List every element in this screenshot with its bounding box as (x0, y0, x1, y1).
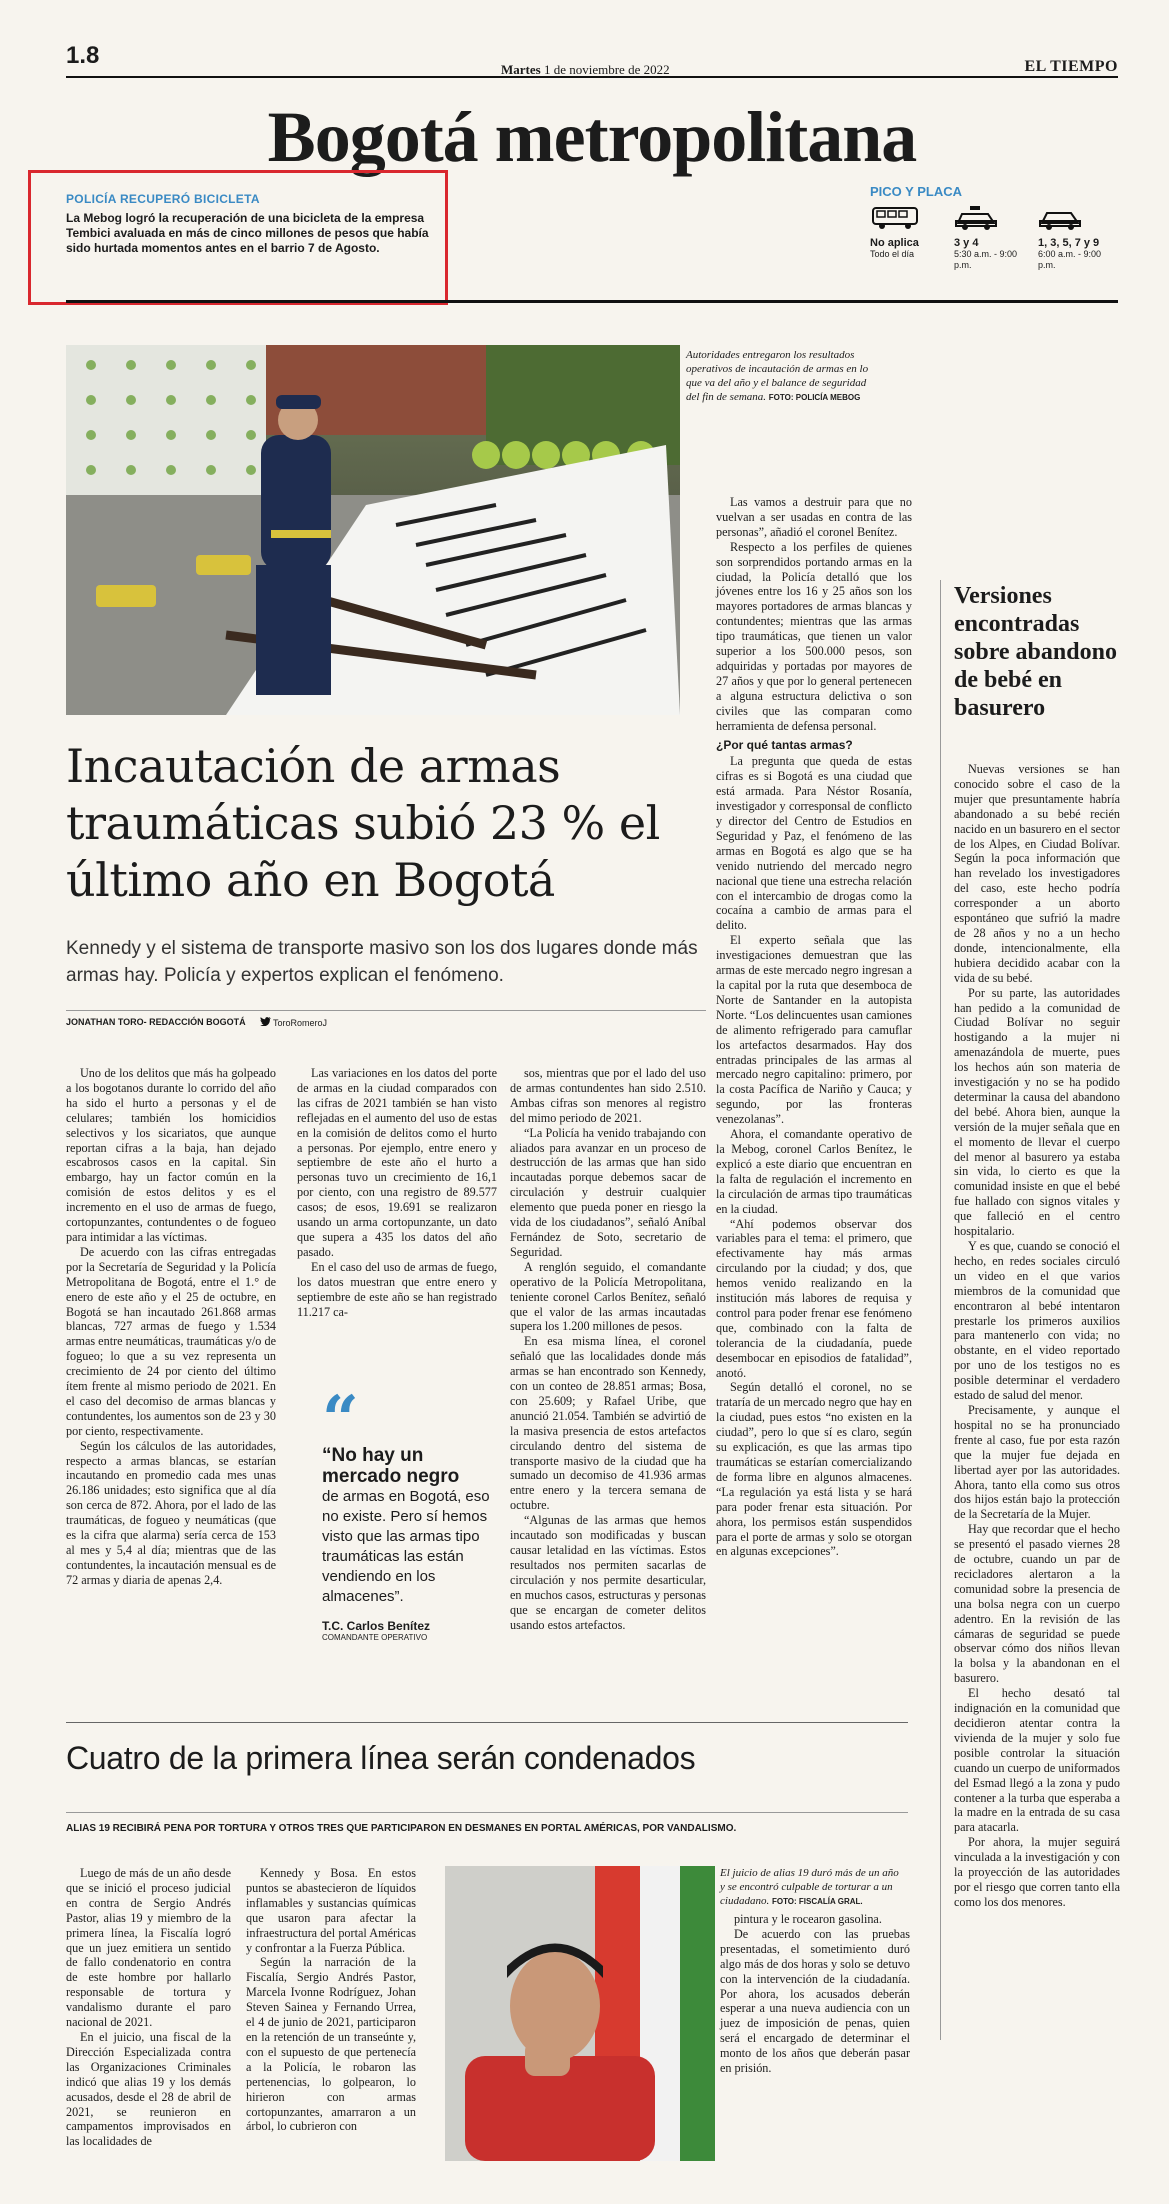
article-column-1: Uno de los delitos que más ha golpeado a los bogotanos durante lo corrido del año ha sido el hurto a personas y el de celulares; también los homicidios selectivos y los sicariatos, que aunque reportan cifras a la baja, han dejado escabrosos casos en la capital. Sin embargo, hay un factor común en la comisión de estos delitos y es el incremento en el uso de armas de fuego, cortopunzantes, contundentes o de fogueo para intimidar a las víctimas. De acuerdo con las cifras entregadas por la Secretaría de Seguridad y la Policía Metropolitana de Bogotá, entre el 1.° de enero de este año y el 25 de octubre, en Bogotá se han incautado 261.868 armas blancas, 727 armas de fuego y 1.534 armas entre neumáticas, traumáticas y/o de fogueo; lo que a su vez representa un crecimiento de 24 por ciento del último ítem frente al mismo periodo de 2021. En el caso del decomiso de armas blancas y contundentes, los aumentos son de 23 y 30 por ciento, respectivamente. Según los cálculos de las autoridades, respecto a armas blancas, se estarían incautando en promedio cada mes unas 26.186 unidades; esto significa que al día son cerca de 872. Ahora, por el lado de las traumáticas, de fogueo y neumáticas (que es la cifra que alarma) sería cerca de 153 al mes y 5,4 al día; mientras que de las contundentes, la incautación mensual es de 72 armas y diaria de apenas 2,4. (66, 1066, 276, 1587)
second-headline: Cuatro de la primera línea serán condenados (66, 1740, 696, 1776)
bus-icon (870, 205, 922, 231)
issue-date: Martes 1 de noviembre de 2022 (501, 62, 670, 77)
pico-y-placa-title: PICO Y PLACA (870, 184, 962, 199)
section-rule (66, 300, 1118, 303)
article-column-3: sos, mientras que por el lado del uso de armas contundentes han sido 2.510. Ambas cifras son menores al registro del mimo periodo de 2021. “La Policía ha venido trabajando con aliados para avanzar en un proceso de destrucción de las armas que han sido incautadas porque debemos sacar de circulación y destruir cualquier elemento que pueda poner en riesgo la vida de los ciudadanos”, señaló Aníbal Fernández de Soto, secretario de Seguridad. A renglón seguido, el comandante operativo de la Policía Metropolitana, teniente coronel Carlos Benítez, señaló que el valor de las armas incautadas supera los 1.200 millones de pesos. En esa misma línea, el coronel señaló que las localidades donde más armas se han encontrado son Kennedy, con un conteo de 28.851 armas; Bosa, con 25.609; y Rafael Uribe, que anunció 21.054. También se advirtió de la masiva presencia de estos artefactos circulando dentro del sistema de transporte masivo de la ciudad que ha sumado un decomiso de 41.936 armas entre enero y la tercera semana de octubre. “Algunas de las armas que hemos incautado son modificadas y buscan causar letalidad en las víctimas. Estos resultados nos permiten sacarlas de circulación y nos permite desarticular, en muchos casos, estructuras y personas que se encargan de cometer delitos usando estos artefactos. (510, 1066, 706, 1632)
header-rule (66, 76, 1118, 78)
page-number: 1.8 (66, 42, 100, 69)
byline (66, 1010, 706, 1028)
second-column-2: Kennedy y Bosa. En estos puntos se abastecieron de líquidos inflamables y sustancias químicas que usaron para afectar la infraestructura del portal Américas y confrontar a la Fuerza Pública. Según la narración de la Fiscalía, Sergio Andrés Pastor, Marcela Ivonne Rodríguez, Johan Steven Sainea y Fernando Urrea, el 4 de junio de 2021, participaron en la retención de un transeúnte y, con el supuesto de que pertenecía a la Policía, le robaron las pertenencias, lo golpearon, lo hirieron con armas cortopunzantes, amarraron a un árbol, lo cubrieron con (246, 1866, 416, 2134)
article-divider (66, 1722, 908, 1723)
quote-author: T.C. Carlos Benítez (322, 1619, 431, 1633)
article-headline: Incautación de armas traumáticas subió 23 % el último año en Bogotá (66, 739, 660, 907)
section-title: Bogotá metropolitana (267, 97, 917, 177)
second-kicker: ALIAS 19 RECIBIRÁ PENA POR TORTURA Y OTROS TRES QUE PARTICIPARON EN DESMANES EN PORTAL AMÉRICAS, POR VANDALISMO. (66, 1812, 908, 1834)
photo-caption: Autoridades entregaron los resultados operativos de incautación de armas en lo que va del año y el balance de seguridad del fin de semana. FOTO: POLICÍA MEBOG (686, 349, 869, 403)
pyp-car: 1, 3, 5, 7 y 9 6:00 a.m. - 9:00 p.m. (1038, 205, 1118, 271)
second-photo-caption: El juicio de alias 19 duró más de un año y se encontró culpable de torturar a un ciudadano. FOTO: FISCALÍA GRAL. (720, 1867, 899, 1907)
quote-role: COMANDANTE OPERATIVO (322, 1633, 428, 1642)
second-column-3: pintura y le rocearon gasolina. De acuerdo con las pruebas presentadas, el sometimiento duró algo más de dos horas y solo se detuvo con la intervención de la ciudadanía. Por ahora, los acusados deberán esperar a una nueva audiencia con un juez de imposición de penas, quien será el encargado de determinar el monto de los años que deberán pasar en prisión. (720, 1912, 910, 2076)
article-column-2: Las variaciones en los datos del porte de armas en la ciudad comparados con las cifras de 2021 también se han visto reflejadas en el aumento del uso de estas en la comisión de delitos como el hurto a personas. Por ejemplo, entre enero y septiembre de este año el hurto a personas tuvo un crecimiento de 16,1 por ciento, con una registro de 89.577 casos; de esos, 19.691 se realizaron usando un arma cortopunzante, un dato que supera a 435 los datos del año pasado. En el caso del uso de armas de fuego, los datos muestran que entre enero y septiembre de este año se han registrado 11.217 ca- (297, 1066, 497, 1319)
defendant-photo (445, 1866, 715, 2161)
second-column-1: Luego de más de un año desde que se inició el proceso judicial en contra de Sergio Andrés Pastor, alias 19 y miembro de la primera línea, la Fiscalía logró que un juez emitiera un sentido de fallo condenatorio en contra de este hombre por hallarlo responsable de tortura y vandalismo durante el paro nacional de 2021. En el juicio, una fiscal de la Dirección Especializada contra las Organizaciones Criminales indicó que alias 19 y los demás acusados, desde el 28 de abril de 2021, se reunieron en campamentos improvisados en las localidades de (66, 1866, 231, 2149)
article-column-4: Las vamos a destruir para que no vuelvan a ser usadas en contra de las personas”, añadió el coronel Benítez. Respecto a los perfiles de quienes son sorprendidos portando armas en la ciudad, la Policía detalló que los jóvenes entre los 16 y 25 años son los mayores portadores de armas blancas y contundentes; mientras que las armas tipo traumáticas, que tienen un valor superior a los 500.000 pesos, son adquiridas y portadas por mayores de 27 años y que por lo general pertenecen a alguna estructura delictiva o son civiles que las comparan como herramienta de defensa personal. ¿Por qué tantas armas? La pregunta que queda de estas cifras es si Bogotá es una ciudad que está armada. Para Néstor Rosanía, investigador y corresponsal de conflicto y director del Centro de Estudios en Seguridad y Paz, el fenómeno de las armas en Bogotá es algo que se ha venido nutriendo del mercado negro nacional que tiene una estrecha relación con el intercambio de drogas como la cocaína a cambio de armas para el delito. El experto señala que las investigaciones demuestran que las armas de este mercado negro ingresan a la capital por la ruta que desemboca de Norte de Santander en la autopista Norte. “Los delincuentes usan camiones de alimento refrigerado para camuflar los artefactos desarmados. Hay dos entradas principales de las armas al mercado negro capitalino: primero, por la costa Pacífica de Nariño y Cauca; y segundo, por las fronteras venezolanas”. Ahora, el comandante operativo de la Mebog, coronel Carlos Benítez, le explicó a este diario que encuentran en la falta de regulación el incremento en la circulación de armas tipo traumáticas en la ciudad. “Ahí podemos observar dos variables para el tema: el primero, que efectivamente hay más armas circulando por la ciudad; y dos, que hemos venido realizando en la institución más labores de requisa y control para poder frenar ese fenómeno que, combinado con la falta de tolerancia de la ciudadanía, puede desembocar en episodios de fatalidad”, anotó. Según detalló el coronel, no se trataría de un mercado negro que hay en la ciudad, pues estos “no existen en la ciudad”, pero lo que sí es claro, según su explicación, es que las armas tipo traumáticas se estarían comercializando de forma libre en algunos almacenes. “La regulación ya está lista y se hará para poder frenar esta situación. Por ahora, los permisos están suspendidos para el porte de armas y solo se otorgan en algunas excepciones”. (716, 495, 912, 1559)
twitter-icon (260, 1017, 271, 1026)
twitter-handle[interactable]: ToroRomeroJ (260, 1017, 327, 1028)
brief-kicker: POLICÍA RECUPERÓ BICICLETA (66, 192, 260, 206)
author: JONATHAN TORO- REDACCIÓN BOGOTÁ (66, 1017, 246, 1027)
brief-text: La Mebog logró la recuperación de una bicicleta de la empresa Tembici avaluada en más de cinco millones de pesos que había sido hurtada momentos antes en el barrio 7 de Agosto. (66, 211, 429, 255)
sidebar-rule (940, 580, 941, 2040)
news-brief (66, 192, 446, 256)
car-icon (1038, 205, 1082, 231)
taxi-icon (954, 205, 998, 231)
pyp-taxi: 3 y 4 5:30 a.m. - 9:00 p.m. (954, 205, 1034, 271)
pico-y-placa-box (870, 184, 1118, 271)
quote-mark-icon: “ (322, 1382, 359, 1457)
article-subhead: Kennedy y el sistema de transporte masivo son los dos lugares donde más armas hay. Policía y expertos explican el fenómeno. (66, 938, 698, 986)
page-header (66, 42, 1118, 78)
sidebar-headline: Versiones encontradas sobre abandono de bebé en basurero (954, 583, 1117, 721)
newspaper-brand: EL TIEMPO (1024, 58, 1118, 75)
sidebar-body: Nuevas versiones se han conocido sobre el caso de la mujer que presuntamente habría abandonado a su bebé recién nacido en un basurero en el sector de los Alpes, en Ciudad Bolívar. Según la poca información que han revelado los investigadores del caso, este hecho podría corresponder a un aborto espontáneo que sufrió la madre de 28 años y no a un hecho donde, intencionalmente, ella hubiera decidido acabar con la vida de su bebé. Por su parte, las autoridades han pedido a la comunidad de Ciudad Bolívar no seguir hostigando a la mujer ni amenazándola de muerte, pues los hechos aún son materia de investigación y no se ha podido determinar la causa del abandono del bebé. Ahora bien, aunque la versión de la mujer señala que en el momento de llevar el cuerpo del menor al basurero ya estaba sin vida, lo cierto es que la comunidad insiste en que el bebé fue hallado con signos vitales y que falleció en el centro hospitalario. Y es que, cuando se conoció el hecho, en redes sociales circuló un video en el que varios miembros de la comunidad que encontraron al bebé intentaron prestarle los primeros auxilios para mantenerlo con vida; no obstante, en el video reportado por uno de los testigos no es posible determinar el verdadero estado de salud del menor. Precisamente, y aunque el hospital no se ha pronunciado frente al caso, fue por esta razón que la mujer fue dejada en libertad ayer por las autoridades. Ahora, tanto ella como sus otros dos hijos están bajo la protección de la Secretaría de la Mujer. Hay que recordar que el hecho se presentó el pasado viernes 28 de octubre, cuando un par de recicladores alertaron a la comunidad sobre la presencia de una bolsa negra con un cuerpo adentro. En la revisión de las cámaras de seguridad se puede observar cómo dos niños llevan la bolsa y la abandonan en el basurero. El hecho desató tal indignación en la comunidad que decidieron atentar contra la vivienda de la mujer y solo fue posible controlar la situación cuando un cuerpo de uniformados del Esmad llegó a la zona y pudo contener a la turba que esperaba a la madre en la entrada de su casa para atacarla. Por ahora, la mujer seguirá vinculada a la investigación y con la proyección de las autoridades por el riesgo que corren tanto ella como los dos menores. (954, 762, 1120, 1909)
pyp-bus: No aplica Todo el día (870, 205, 950, 271)
weapons-photo (66, 345, 680, 715)
pull-quote: “ “No hay un mercado negro de armas en Bogotá, eso no existe. Pero sí hemos visto que las armas tipo traumáticas las están vendiendo en los almacenes”. T.C. Carlos Benítez COMANDANTE OPERATIVO (322, 1395, 492, 1642)
subheading: ¿Por qué tantas armas? (716, 737, 853, 752)
